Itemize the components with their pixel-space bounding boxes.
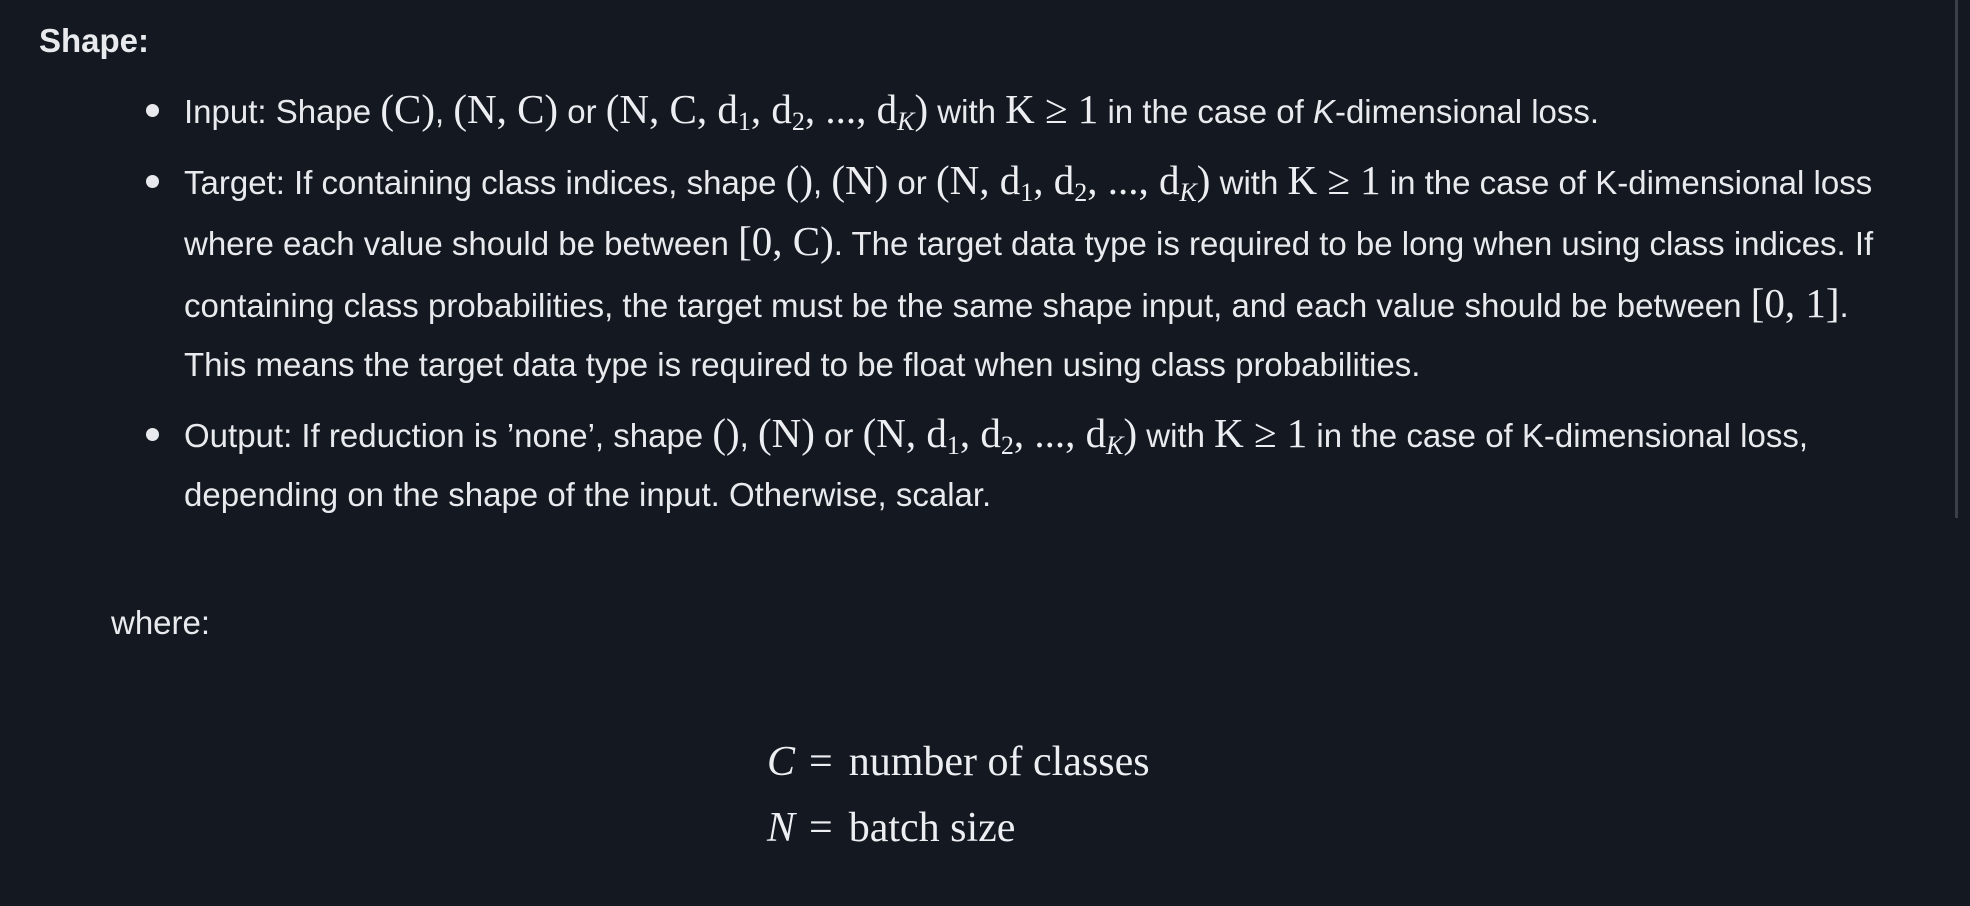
math-part: (N, C, d [605, 86, 738, 132]
output-text-5: in the case of K-dimensional loss, depending on the shape of the input. Otherwise, scalar. [184, 416, 1809, 513]
math-sub [897, 107, 914, 136]
math-sub [1179, 178, 1196, 207]
math-target-full [935, 156, 1211, 207]
definition-symbol: C [766, 739, 795, 785]
bullet-icon [146, 104, 159, 117]
definition-row [755, 732, 1150, 798]
math-sub: 1 [737, 107, 751, 136]
bullet-icon [146, 175, 159, 188]
section-heading: Shape: [39, 22, 150, 59]
output-text-3: or [814, 416, 863, 454]
scrollbar[interactable] [1955, 0, 1958, 518]
definition-equals: = [809, 739, 833, 785]
definition-symbol: N [766, 805, 795, 851]
output-text-1: Output: If reduction is ’none’, shape [184, 416, 713, 454]
math-target-cond: K ≥ 1 [1287, 156, 1381, 203]
input-text-4: with [928, 93, 1006, 130]
math-target-range-2: [0, 1] [1750, 279, 1840, 326]
target-text-6: . The target data type is required to be long when using class indices. If containing class probabilities, the target must be the same shape input, and each value should be between [184, 225, 1874, 324]
target-text-2: , [812, 163, 832, 201]
math-sub: 2 [1000, 430, 1014, 460]
list-item-input [0, 80, 1960, 142]
target-text-3: or [888, 163, 936, 201]
math-output-full [862, 409, 1138, 460]
input-text-5: in the case of [1098, 93, 1313, 130]
math-sub-k: K [1179, 177, 1197, 207]
definition-row [755, 798, 1150, 864]
definition-equals: = [809, 805, 833, 851]
target-text-5: in the case of K-dimensional loss where each value should be between [184, 163, 1873, 262]
math-sub-k: K [1106, 430, 1124, 460]
math-sub: 1 [946, 430, 960, 460]
math-sub [1106, 431, 1123, 460]
math-part: , d [959, 409, 1001, 456]
math-part: , ..., d [1087, 156, 1180, 203]
math-output-empty: () [712, 409, 740, 456]
math-sub-k: K [897, 107, 915, 136]
input-text-2: , [434, 93, 454, 130]
math-sub: 2 [1074, 177, 1088, 207]
input-text-1: Input: Shape [184, 93, 381, 130]
definition-meaning: batch size [848, 805, 1016, 851]
math-part: , ..., d [804, 86, 898, 132]
math-part: , ..., d [1013, 409, 1107, 456]
math-output-cond: K ≥ 1 [1214, 409, 1308, 456]
where-label: where: [111, 604, 211, 641]
math-part: ) [1196, 156, 1211, 203]
target-text-4: with [1210, 163, 1288, 201]
input-k-italic: K [1312, 93, 1335, 130]
definition-meaning: number of classes [848, 739, 1150, 785]
math-part: ) [1123, 409, 1138, 456]
input-text-3: or [558, 93, 606, 130]
list-item-output [0, 404, 1960, 525]
list-item-target [0, 151, 1960, 395]
shape-list [0, 80, 1960, 534]
math-part: (N, d [935, 156, 1021, 203]
math-part: , d [750, 86, 792, 132]
bullet-icon [146, 428, 159, 441]
math-input-full [605, 86, 929, 136]
math-input-nc: (N, C) [453, 86, 559, 132]
target-text-1: Target: If containing class indices, shape [184, 163, 786, 201]
output-text-4: with [1137, 416, 1215, 454]
output-text-2: , [739, 416, 758, 454]
math-target-empty: () [785, 156, 813, 203]
input-text-6: -dimensional loss. [1334, 93, 1600, 130]
math-part: (N, d [862, 409, 947, 456]
math-part: , d [1033, 156, 1075, 203]
math-sub: 1 [1020, 177, 1034, 207]
math-output-n: (N) [757, 409, 815, 456]
math-sub: 2 [791, 107, 805, 136]
math-input-cond: K ≥ 1 [1005, 86, 1099, 132]
target-text-7: . This means the target data type is required to be float when using class probabilities. [184, 286, 1849, 383]
math-target-n: (N) [831, 156, 889, 203]
math-input-c: (C) [380, 86, 435, 132]
math-part: ) [914, 86, 929, 132]
definitions-block [755, 732, 1150, 864]
math-target-range-1: [0, C) [738, 218, 834, 264]
